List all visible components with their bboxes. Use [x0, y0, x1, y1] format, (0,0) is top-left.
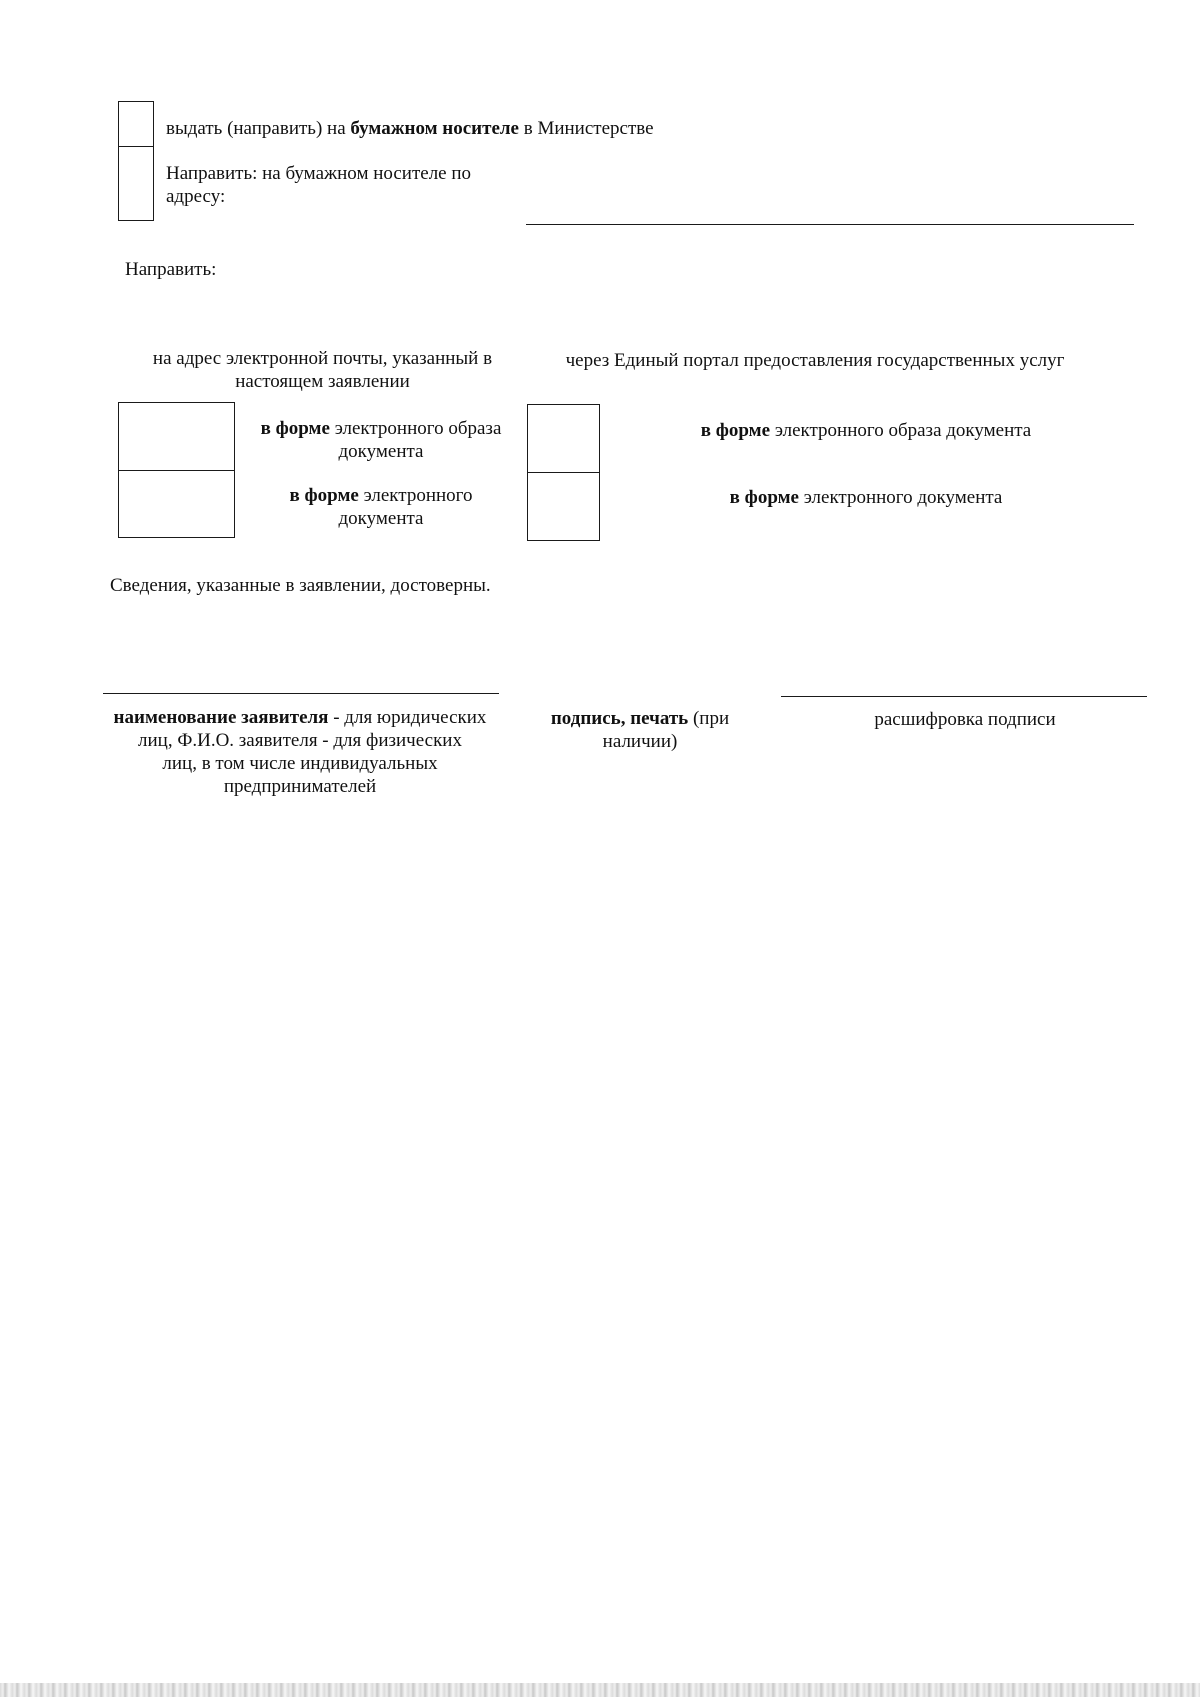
portal-option-image-label: [610, 419, 1122, 442]
portal-opt2-rest: электронного документа: [798, 487, 1003, 508]
sign-caption-line2: наличии): [602, 731, 678, 752]
applicant-name-caption: [95, 706, 505, 798]
paper-ministry-bold: бумажном носителе: [350, 118, 519, 139]
email-option-document-label: [245, 484, 517, 530]
email-opt2-bold: в форме: [289, 485, 359, 506]
email-opt2-line2: документа: [338, 508, 424, 529]
checkbox-paper-ministry[interactable]: [118, 101, 154, 147]
confirmation-statement: Сведения, указанные в заявлении, достоверны.: [110, 575, 491, 596]
applicant-caption-line2: лиц, Ф.И.О. заявителя - для физических: [138, 730, 462, 751]
email-heading-line2: настоящем заявлении: [235, 371, 410, 392]
email-heading-line1: на адрес электронной почты, указанный в: [152, 348, 493, 369]
paper-address-line1: Направить: на бумажном носителе по: [166, 163, 472, 184]
signature-decode-line[interactable]: [781, 696, 1147, 697]
sign-caption-rest: (при: [688, 708, 730, 729]
signature-decode-caption: расшифровка подписи: [874, 709, 1056, 730]
portal-opt1-rest: электронного образа документа: [770, 420, 1032, 441]
paper-ministry-suffix: в Министерстве: [518, 118, 654, 139]
email-column-heading: [120, 347, 525, 393]
applicant-name-line[interactable]: [103, 693, 499, 694]
applicant-caption-bold: наименование заявителя: [113, 707, 329, 728]
email-option-image-label: [245, 417, 517, 463]
option-paper-address-label: [166, 162, 496, 208]
applicant-caption-line3: лиц, в том числе индивидуальных: [162, 753, 438, 774]
paper-ministry-prefix: выдать (направить) на: [166, 118, 351, 139]
portal-opt1-bold: в форме: [700, 420, 771, 441]
send-label: Направить:: [125, 259, 217, 280]
paper-address-line2: адресу:: [166, 186, 226, 207]
portal-option-document-label: [610, 486, 1122, 509]
checkbox-portal-image[interactable]: [527, 404, 600, 473]
applicant-caption-rest: - для юридических: [328, 707, 487, 728]
signature-stamp-caption: [535, 707, 745, 753]
email-opt1-bold: в форме: [260, 418, 330, 439]
portal-opt2-bold: в форме: [729, 487, 799, 508]
checkbox-paper-address[interactable]: [118, 146, 154, 221]
option-paper-ministry-label: [166, 117, 726, 140]
address-input-line[interactable]: [526, 224, 1134, 225]
checkbox-portal-document[interactable]: [527, 472, 600, 541]
checkbox-email-document[interactable]: [118, 470, 235, 538]
sign-caption-bold: подпись, печать: [550, 708, 689, 729]
email-opt2-rest: электронного: [358, 485, 473, 506]
portal-column-heading: через Единый портал предоставления государственных услуг: [565, 350, 1065, 371]
scan-noise-strip: [0, 1683, 1200, 1697]
email-opt1-rest: электронного образа: [329, 418, 502, 439]
checkbox-email-image[interactable]: [118, 402, 235, 471]
email-opt1-line2: документа: [338, 441, 424, 462]
applicant-caption-line4: предпринимателей: [223, 776, 377, 797]
